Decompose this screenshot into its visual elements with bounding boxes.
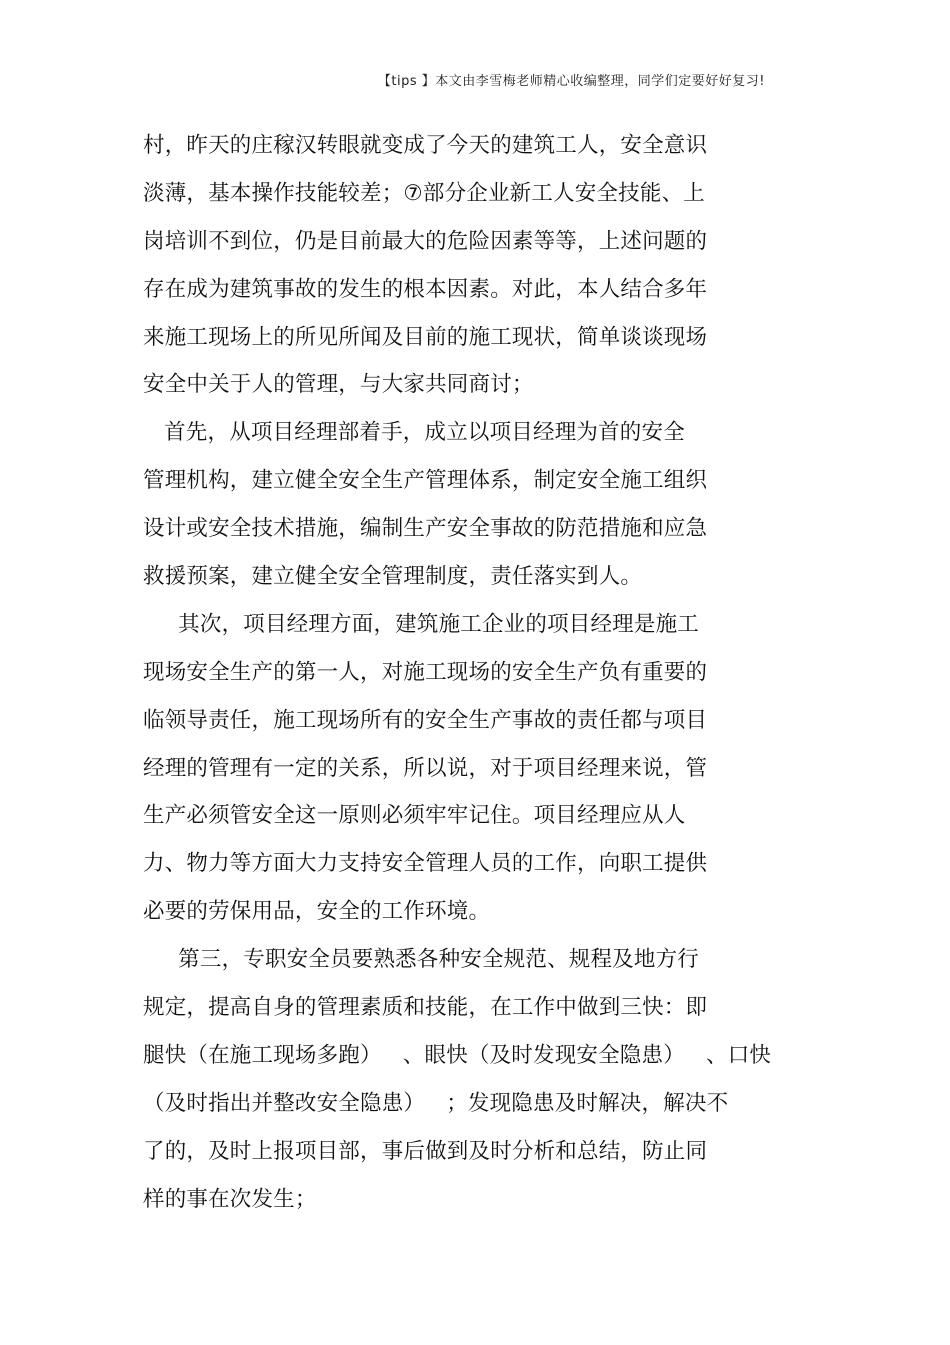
text-line: 临领导责任，施工现场所有的安全生产事故的责任都与项目	[143, 707, 708, 733]
text-line: 安全中关于人的管理，与大家共同商讨；	[143, 372, 534, 398]
text-line: 生产必须管安全这一原则必须牢牢记住。项目经理应从人	[143, 803, 686, 829]
text-line: 其次，项目经理方面，建筑施工企业的项目经理是施工	[143, 611, 699, 637]
text-line: 首先，从项目经理部着手，成立以项目经理为首的安全	[143, 420, 685, 446]
text-line: 腿快（在施工现场多跑） 、眼快（及时发现安全隐患） 、口快	[143, 1042, 772, 1068]
text-line: 了的，及时上报项目部，事后做到及时分析和总结，防止同	[143, 1138, 708, 1164]
text-line: 力、物力等方面大力支持安全管理人员的工作，向职工提供	[143, 851, 708, 877]
text-line: 必要的劳保用品，安全的工作环境。	[143, 899, 491, 925]
text-line: 设计或安全技术措施，编制生产安全事故的防范措施和应急	[143, 516, 708, 542]
text-line: 第三，专职安全员要熟悉各种安全规范、规程及地方行	[143, 947, 699, 973]
text-line: 现场安全生产的第一人，对施工现场的安全生产负有重要的	[143, 659, 708, 685]
text-line: 管理机构，建立健全安全生产管理体系，制定安全施工组织	[143, 468, 708, 494]
text-line: 淡薄，基本操作技能较差；⑦部分企业新工人安全技能、上	[143, 180, 705, 206]
text-line: 存在成为建筑事故的发生的根本因素。对此，本人结合多年	[143, 276, 708, 302]
text-line: 经理的管理有一定的关系，所以说，对于项目经理来说，管	[143, 755, 708, 781]
body-text	[143, 126, 823, 1227]
text-line: 岗培训不到位，仍是目前最大的危险因素等等，上述问题的	[143, 228, 708, 254]
text-line: 样的事在次发生；	[143, 1186, 317, 1212]
text-line: 来施工现场上的所见所闻及目前的施工现状，简单谈谈现场	[143, 324, 708, 350]
text-line: 救援预案，建立健全安全管理制度，责任落实到人。	[143, 564, 643, 590]
text-line: 规定，提高自身的管理素质和技能，在工作中做到三快：即	[143, 995, 708, 1021]
header-note: 【tips 】本文由李雪梅老师精心收编整理，同学们定要好好复习!	[377, 74, 765, 89]
text-line: （及时指出并整改安全隐患） ；发现隐患及时解决，解决不	[143, 1090, 729, 1116]
text-line: 村，昨天的庄稼汉转眼就变成了今天的建筑工人，安全意识	[143, 133, 708, 158]
